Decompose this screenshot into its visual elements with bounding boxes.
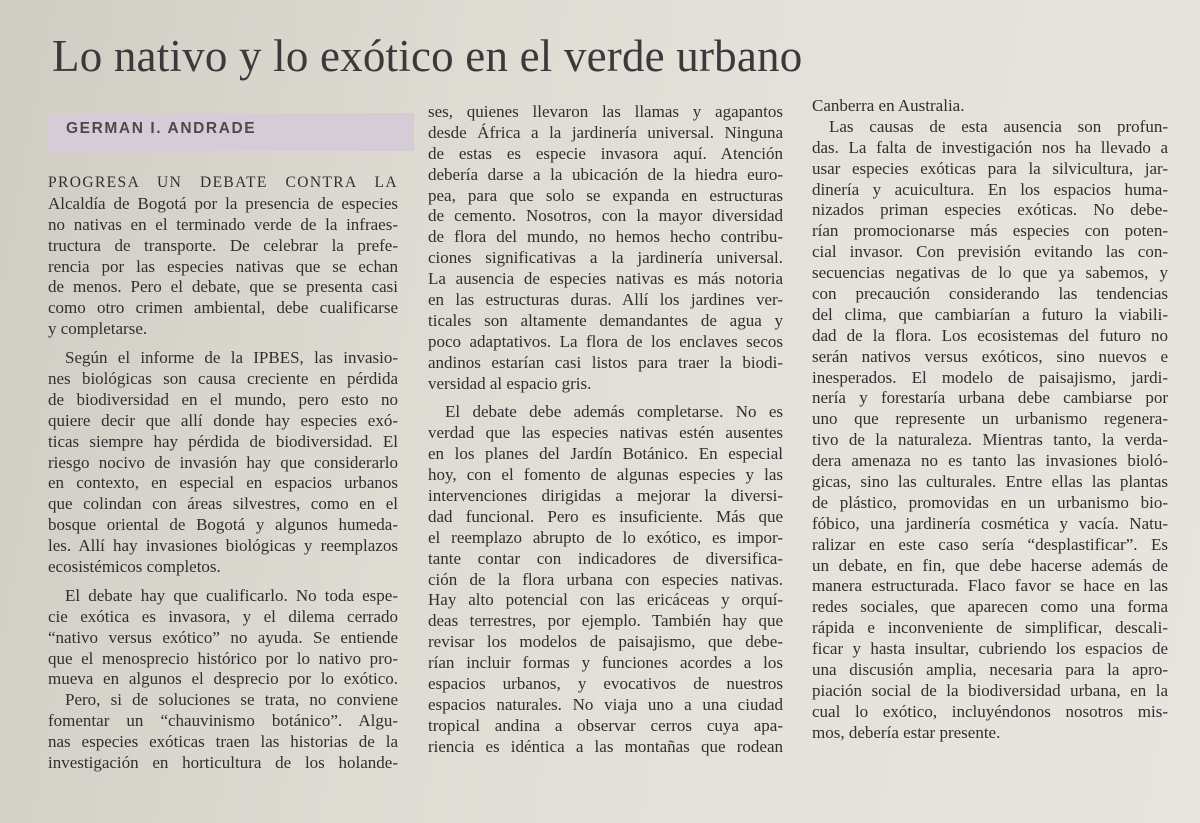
text-line: manera estructurada. Flaco favor se hace en las: [812, 576, 1168, 596]
text-line: investigación en horticultura de los holande-: [48, 753, 398, 773]
text-line: bosque oriental de Bogotá y algunos humeda-: [48, 515, 398, 535]
text-line: fóbico, una jardinería cosmética y vacía. Natu-: [812, 513, 1168, 533]
text-line: en los planes del Jardín Botánico. En especial: [428, 444, 783, 464]
text-line: tante contar con indicadores de diversifica-: [428, 548, 783, 568]
text-line: cial invasor. Con previsión evitando las con-: [812, 242, 1168, 262]
text-line: como otro crimen ambiental, debe cualificarse: [48, 298, 398, 318]
text-line: espacios naturales. No viaja uno a una ciudad: [428, 694, 783, 714]
byline-author: GERMAN I. ANDRADE: [66, 120, 257, 137]
text-line: nas especies exóticas traen las historias de la: [48, 732, 398, 752]
text-line: riencia es idéntica a las montañas que rodean: [428, 736, 783, 756]
text-line: rían promocionarse más especies con poten-: [812, 221, 1168, 241]
text-line: versidad al espacio gris.: [428, 373, 592, 393]
text-line: cual lo exótico, incluyéndonos nosotros mis-: [812, 701, 1168, 721]
text-line: les. Allí hay invasiones biológicas y reemplazos: [48, 536, 398, 556]
text-line: mos, debería estar presente.: [812, 722, 1001, 742]
text-line: de biodiversidad en el mundo, pero esto no: [48, 389, 398, 409]
text-line: PROGRESA UN DEBATE CONTRA LA: [48, 174, 398, 191]
text-line: ses, quienes llevaron las llamas y agapantos: [428, 102, 783, 121]
text-line: hoy, con el fomento de algunas especies y las: [428, 465, 783, 485]
text-line: un debate, en fin, que debe hacerse además de: [812, 555, 1168, 575]
text-line: Según el informe de la IPBES, las invasio-: [65, 348, 398, 368]
column-1: [48, 173, 398, 774]
text-line: “nativo versus exótico” no ayuda. Se entiende: [48, 627, 398, 647]
text-line: que colindan con áreas silvestres, como en el: [48, 494, 398, 514]
text-line: riesgo nocivo de invasión hay que considerarlo: [48, 452, 398, 472]
text-line: el reemplazo abrupto de lo exótico, es impor-: [428, 527, 783, 547]
text-line: rápida e inconveniente de simplificar, descali-: [812, 618, 1168, 638]
text-line: espacios urbanos, y evocativos de nuestros: [428, 674, 783, 694]
text-line: y completarse.: [48, 319, 148, 339]
text-line: ralizar en este caso sería “desplastificar”. Es: [812, 534, 1168, 554]
text-line: usar especies exóticas para la silvicultura, jar-: [812, 158, 1168, 178]
text-line: Hay alto potencial con las ericáceas y orquí-: [428, 590, 783, 610]
text-line: pea, para que solo se expanda en estructuras: [428, 185, 783, 205]
text-line: ecosistémicos completos.: [48, 557, 221, 577]
text-line: uno que represente un urbanismo regenera-: [812, 409, 1168, 429]
text-line: Alcaldía de Bogotá por la presencia de especies: [48, 193, 398, 213]
text-line: dad de la flora. Los ecosistemas del futuro no: [812, 325, 1168, 345]
column-3: [812, 96, 1168, 744]
text-line: de plástico, promovidas en un urbanismo bio-: [812, 492, 1168, 512]
text-line: Pero, si de soluciones se trata, no conviene: [65, 690, 398, 710]
text-line: quiere decir que allí donde hay especies exó-: [48, 410, 398, 430]
text-line: deas terrestres, por ejemplo. También hay que: [428, 611, 783, 631]
paragraph-gap: [428, 394, 783, 402]
text-line: tivo de la naturaleza. Mientras tanto, la verda-: [812, 430, 1168, 450]
text-line: inesperados. El modelo de paisajismo, jardi-: [812, 367, 1168, 387]
text-line: no nativas en el terminado verde de la infraes-: [48, 214, 398, 234]
headline: Lo nativo y lo exótico en el verde urbano: [52, 31, 803, 81]
text-line: desde África a la jardinería universal. Ninguna: [428, 122, 783, 142]
text-line: de estas es especie invasora aquí. Atención: [428, 143, 783, 163]
text-line: nizados priman especies exóticas. No debe-: [812, 200, 1168, 220]
text-line: poco adaptativos. La flora de los enclaves secos: [428, 331, 783, 351]
text-line: dinería y acuicultura. En los espacios huma-: [812, 179, 1168, 199]
text-line: ficar y hasta insultar, cubriendo los espacios de: [812, 639, 1168, 659]
text-line: serán nativos versus exóticos, sino nuevos e: [812, 346, 1168, 366]
text-line: debería darse a la ubicación de la hiedra euro-: [428, 164, 783, 184]
text-line: piación social de la biodiversidad urbana, en la: [812, 680, 1168, 700]
text-line: en las estructuras duras. Allí los jardines ver-: [428, 290, 783, 310]
text-line: del clima, que cambiarían a futuro la viabili-: [812, 304, 1168, 324]
paragraph-gap: [48, 578, 398, 586]
text-line: El debate hay que cualificarlo. No toda espe-: [65, 585, 398, 605]
text-line: ticas siempre hay pérdida de biodiversidad. El: [48, 431, 398, 451]
text-line: cie exótica es invasora, y el dilema cerrado: [48, 606, 398, 626]
column-2: [428, 102, 783, 758]
text-line: de flora del mundo, no hemos hecho contribu-: [428, 227, 783, 247]
text-line: una discusión amplia, necesaria para la apro-: [812, 660, 1168, 680]
text-line: secuencias negativas de lo que ya sabemos, y: [812, 263, 1168, 283]
text-line: ciones significativas a la jardinería universal.: [428, 248, 783, 268]
text-line: verdad que las especies nativas estén ausentes: [428, 423, 783, 443]
text-line: en contexto, en especial en espacios urbanos: [48, 473, 398, 493]
text-line: de cemento. Nosotros, con la mayor diversidad: [428, 206, 783, 226]
text-line: tropical andina a observar cerros cuya apa-: [428, 715, 783, 735]
text-line: de menos. Pero el debate, que se presenta casi: [48, 277, 398, 297]
text-line: dad funcional. Pero es insuficiente. Más que: [428, 506, 783, 526]
text-line: das. La falta de investigación nos ha llevado a: [812, 137, 1168, 157]
text-line: andinos estarían casi listos para traer la biodi-: [428, 352, 783, 372]
text-line: dera amenaza no es tanto las invasiones bioló-: [812, 451, 1168, 471]
text-line: tructura de transporte. De celebrar la prefe-: [48, 235, 398, 255]
text-line: ticales son altamente demandantes de agua y: [428, 310, 783, 330]
paragraph-gap: [48, 340, 398, 348]
text-line: intervenciones dirigidas a mejorar la diversi-: [428, 486, 783, 506]
text-line: que el menosprecio histórico por lo nativo pro-: [48, 648, 398, 668]
text-line: revisar los modelos de paisajismo, que debe-: [428, 632, 783, 652]
text-line: La ausencia de especies nativas es más notoria: [428, 269, 783, 289]
text-line: nería y forestaría urbana debe cambiarse por: [812, 388, 1168, 408]
text-line: redes sociales, que aparecen como una forma: [812, 597, 1168, 617]
text-line: rían incluir formas y funciones acordes a los: [428, 653, 783, 673]
text-line: ción de la flora urbana con especies nativas.: [428, 569, 783, 589]
text-line: nes biológicas son causa creciente en pérdida: [48, 369, 398, 389]
text-line: con precaución considerando las tendencias: [812, 284, 1168, 304]
text-line: fomentar un “chauvinismo botánico”. Algu-: [48, 711, 398, 731]
text-line: gicas, sino las culturales. Entre ellas las plantas: [812, 472, 1168, 492]
text-line: El debate debe además completarse. No es: [445, 402, 783, 422]
text-line: Las causas de esta ausencia son profun-: [829, 116, 1168, 136]
text-line: Canberra en Australia.: [812, 96, 965, 115]
text-line: mueva en algunos el desprecio por lo exótico.: [48, 669, 398, 689]
text-line: rencia por las especies nativas que se echan: [48, 256, 398, 276]
